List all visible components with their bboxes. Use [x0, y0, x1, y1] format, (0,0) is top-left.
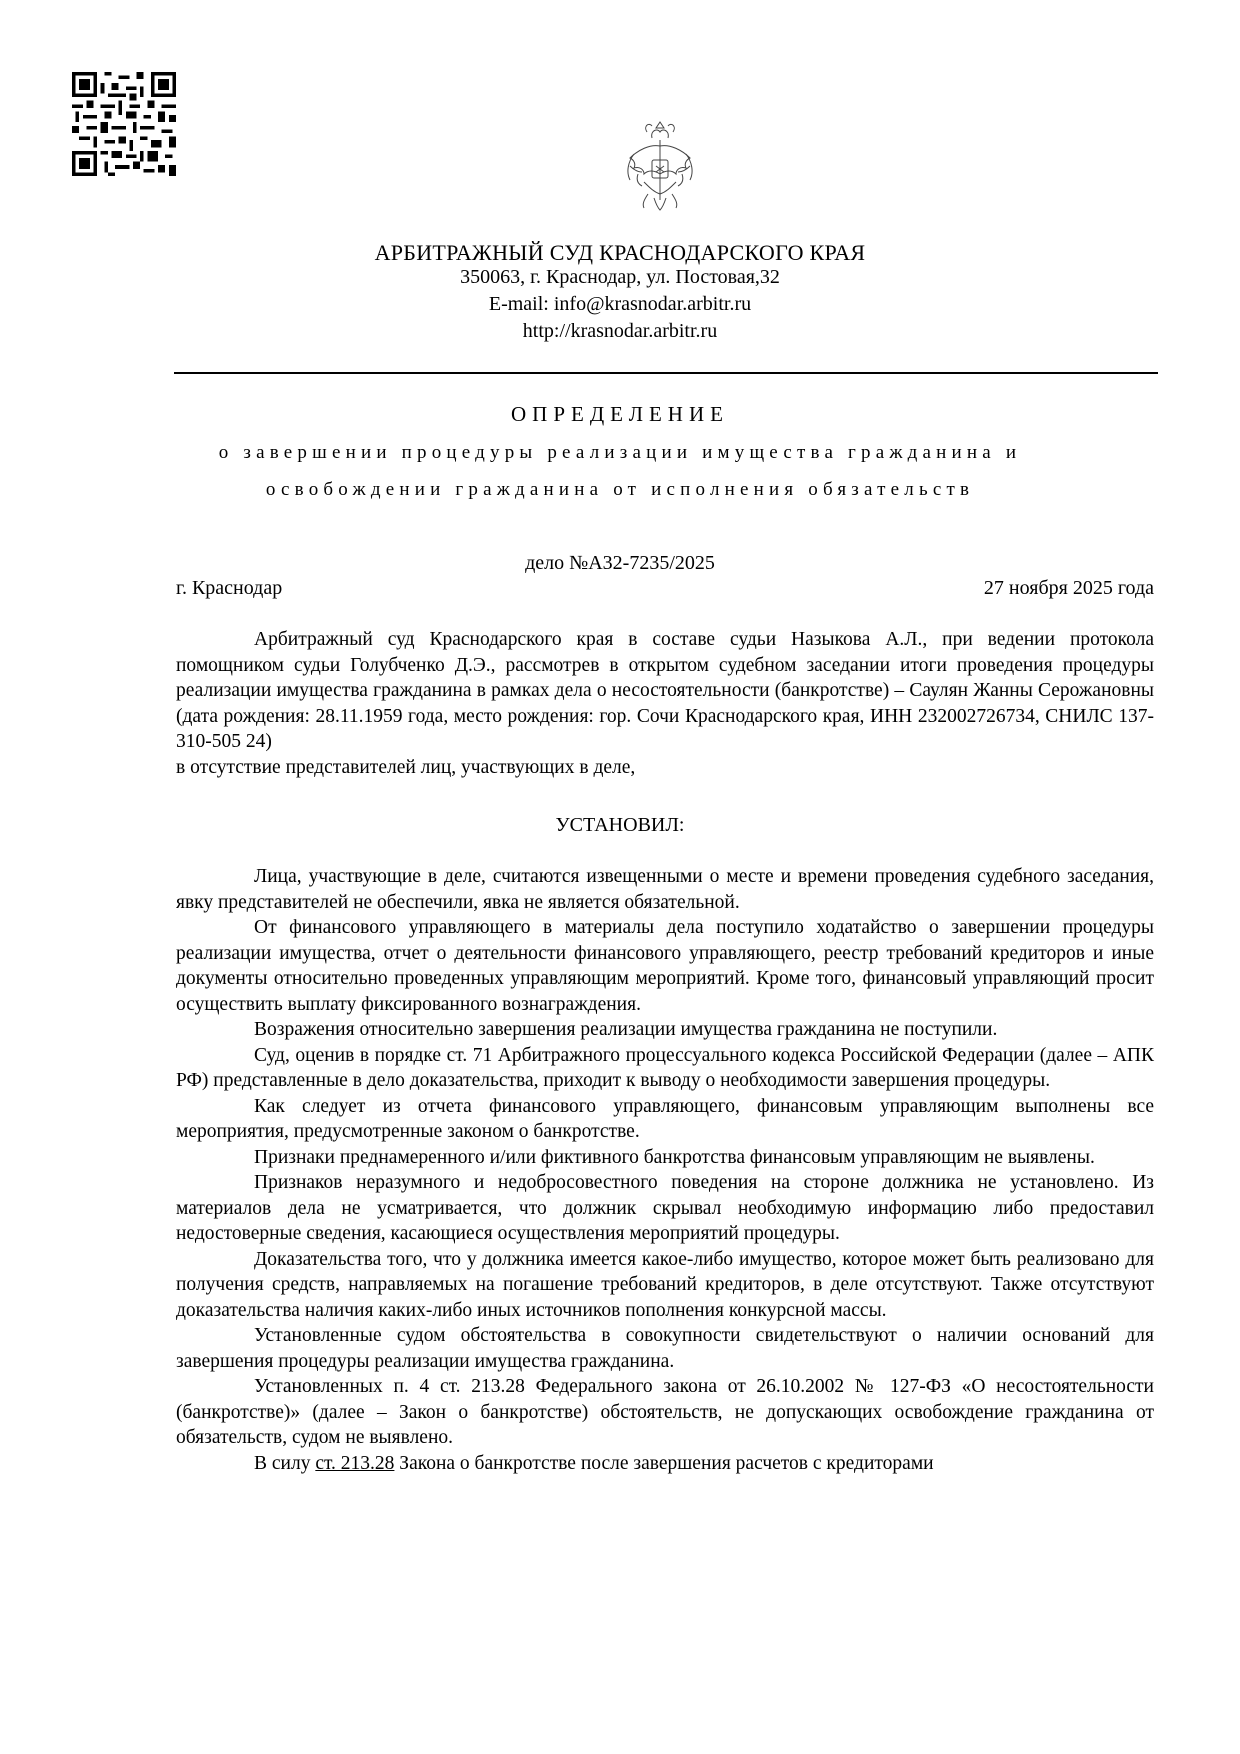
coat-of-arms-emblem — [616, 116, 704, 216]
main-section — [176, 864, 1154, 1476]
body-paragraph: Как следует из отчета финансового управляющего, финансовым управляющим выполнены все мероприятия, предусмотренные законом о банкротстве. — [176, 1095, 1154, 1142]
body-paragraph: Суд, оценив в порядке ст. 71 Арбитражного процессуального кодекса Российской Федерации (далее – АПК РФ) представленные в дело доказательства, приходит к выводу о необходимости завершения процедуры. — [176, 1044, 1154, 1091]
paragraph-text: Закона о банкротстве после завершения расчетов с кредиторами — [394, 1452, 934, 1474]
paragraph-text: В силу — [254, 1452, 316, 1474]
body-paragraph: Признаки преднамеренного и/или фиктивного банкротства финансовым управляющим не выявлены. — [254, 1146, 1095, 1168]
established-heading: УСТАНОВИЛ: — [555, 814, 685, 836]
body-paragraph: Лица, участвующие в деле, считаются извещенными о месте и времени проведения судебного заседания, явку представителей не обеспечили, явка не является обязательной. — [176, 866, 1154, 913]
case-number: дело №А32-7235/2025 — [525, 552, 715, 574]
law-reference-link[interactable]: ст. 213.28 — [315, 1452, 395, 1474]
qr-code-icon — [72, 72, 176, 176]
document-subtitle-line1: о завершении процедуры реализации имущества гражданина и — [218, 442, 1022, 463]
body-paragraph: Возражения относительно завершения реализации имущества гражданина не поступили. — [254, 1019, 998, 1040]
document-place: г. Краснодар — [176, 577, 283, 599]
header-divider — [174, 372, 1158, 374]
body-paragraph: От финансового управляющего в материалы дела поступило ходатайство о завершении процедуры реализации имущества, отчет о деятельности финансового управляющего, реестр требований кредиторов и иные документы относительно проведенных управляющим мероприятий. Кроме того, финансовый управляющий просит осуществить выплату фиксированного вознаграждения. — [176, 917, 1154, 1015]
intro-paragraph: в отсутствие представителей лиц, участвующих в деле, — [176, 756, 636, 778]
intro-section — [176, 627, 1154, 780]
document-title: ОПРЕДЕЛЕНИЕ — [511, 402, 729, 426]
court-address: 350063, г. Краснодар, ул. Постовая,32 — [460, 266, 780, 288]
document-subtitle-line2: освобождении гражданина от исполнения обязательств — [265, 479, 975, 500]
court-name: АРБИТРАЖНЫЙ СУД КРАСНОДАРСКОГО КРАЯ — [374, 240, 866, 265]
court-email: E-mail: info@krasnodar.arbitr.ru — [488, 293, 752, 315]
body-paragraph: Установленных п. 4 ст. 213.28 Федерального закона от 26.10.2002 № 127-ФЗ «О несостоятельности (банкротстве)» (далее – Закон о банкротстве) обстоятельств, не допускающих освобождение гражданина от обязательств, судом не выявлено. — [176, 1376, 1154, 1448]
intro-paragraph: Арбитражный суд Краснодарского края в составе судьи Назыкова А.Л., при ведении протокола помощником судьи Голубченко Д.Э., рассмотрев в открытом судебном заседании итоги проведения процедуры реализации имущества гражданина в рамках дела о несостоятельности (банкротстве) – Саулян Жанны Серожановны (дата рождения: 28.11.1959 года, место рождения: гор. Сочи Краснодарского края, ИНН 232002726734, СНИЛС 137-310-505 24) — [176, 629, 1154, 752]
body-paragraph: Признаков неразумного и недобросовестного поведения на стороне должника не установлено. Из материалов дела не усматривается, что должник скрывал необходимую информацию либо предоставил недостоверные сведения, касающиеся осуществления мероприятий процедуры. — [176, 1172, 1154, 1244]
body-paragraph — [176, 1451, 1154, 1477]
body-paragraph: Доказательства того, что у должника имеется какое-либо имущество, которое может быть реализовано для получения средств, направляемых на погашение требований кредиторов, в деле отсутствуют. Также отсутствуют доказательства наличия каких-либо иных источников пополнения конкурсной массы. — [176, 1248, 1154, 1321]
body-paragraph: Установленные судом обстоятельства в совокупности свидетельствуют о наличии оснований для завершения процедуры реализации имущества гражданина. — [176, 1325, 1154, 1372]
document-date: 27 ноября 2025 года — [983, 577, 1154, 599]
court-website: http://krasnodar.arbitr.ru — [522, 320, 718, 342]
